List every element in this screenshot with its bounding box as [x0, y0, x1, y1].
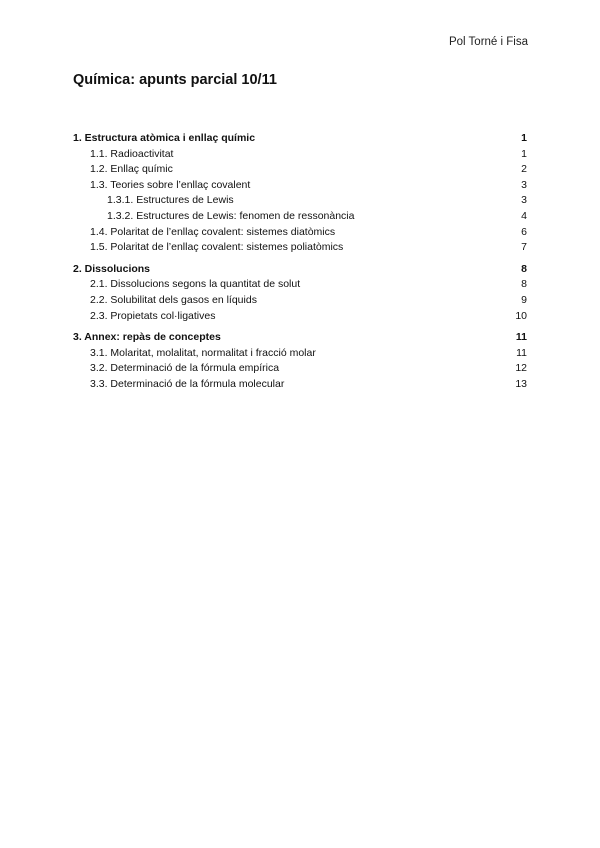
toc-entry-label: 2.1. Dissolucions segons la quantitat de solut: [90, 278, 301, 291]
toc-subentry-page: 4: [521, 209, 527, 222]
toc-entry-page: 1: [521, 147, 527, 160]
toc-section: [73, 131, 527, 256]
toc-entry-row[interactable]: [73, 162, 527, 178]
toc-subentry-page: 3: [521, 194, 527, 207]
toc-entry-page: 10: [515, 309, 527, 322]
toc-entry-label: 3.3. Determinació de la fórmula molecular: [90, 377, 285, 390]
toc-section: [73, 262, 527, 324]
toc-entry-label: 2.3. Propietats col·ligatives: [90, 309, 216, 322]
toc-entry-page: 2: [521, 163, 527, 176]
toc-entry-page: 6: [521, 225, 527, 238]
toc-entry-page: 7: [521, 241, 527, 254]
toc-entry-row[interactable]: [73, 361, 527, 377]
toc-entry-page: 9: [521, 293, 527, 306]
toc-subentry-row[interactable]: [73, 193, 527, 209]
toc-entry-label: 3.2. Determinació de la fórmula empírica: [90, 362, 280, 375]
toc-entry-row[interactable]: [73, 178, 527, 194]
toc-entry-row[interactable]: [73, 277, 527, 293]
toc-entry-page: 11: [516, 346, 527, 359]
toc-heading-page: 1: [521, 132, 527, 144]
toc-heading-row[interactable]: [73, 330, 527, 346]
toc-entry-page: 12: [515, 362, 527, 375]
toc-heading-label: 3. Annex: repàs de conceptes: [73, 331, 221, 344]
toc-entry-label: 1.4. Polaritat de l’enllaç covalent: sistemes diatòmics: [90, 225, 336, 238]
toc-heading-page: 11: [515, 331, 527, 344]
toc-entry-label: 1.5. Polaritat de l’enllaç covalent: sistemes poliatòmics: [90, 241, 344, 254]
toc-heading-label: 1. Estructura atòmica i enllaç químic: [73, 132, 256, 144]
toc-entry-row[interactable]: [73, 240, 527, 256]
toc-entry-row[interactable]: [73, 293, 527, 309]
toc-section: [73, 330, 527, 392]
toc-heading-page: 8: [521, 262, 527, 275]
table-of-contents: [73, 131, 527, 399]
toc-entry-label: 2.2. Solubilitat dels gasos en líquids: [90, 293, 257, 306]
toc-heading-row[interactable]: [73, 131, 527, 147]
toc-entry-label: 1.1. Radioactivitat: [90, 147, 174, 160]
toc-heading-row[interactable]: [73, 262, 527, 278]
toc-entry-label: 3.1. Molaritat, molalitat, normalitat i fracció molar: [90, 346, 316, 359]
toc-entry-label: 1.2. Enllaç químic: [90, 163, 173, 176]
toc-entry-row[interactable]: [73, 147, 527, 163]
toc-entry-label: 1.3. Teories sobre l’enllaç covalent: [90, 178, 251, 191]
author-name: Pol Torné i Fisa: [448, 36, 528, 48]
toc-subentry-label: 1.3.1. Estructures de Lewis: [107, 194, 234, 207]
toc-entry-row[interactable]: [73, 346, 527, 362]
toc-entry-page: 13: [515, 377, 527, 390]
document-title: Química: apunts parcial 10/11: [73, 72, 277, 88]
toc-entry-row[interactable]: [73, 225, 527, 241]
toc-heading-label: 2. Dissolucions: [73, 262, 151, 275]
toc-subentry-row[interactable]: [73, 209, 527, 225]
toc-subentry-label: 1.3.2. Estructures de Lewis: fenomen de ressonància: [107, 209, 355, 222]
toc-entry-page: 3: [521, 178, 527, 191]
toc-entry-row[interactable]: [73, 309, 527, 325]
toc-entry-page: 8: [521, 278, 527, 291]
toc-entry-row[interactable]: [73, 377, 527, 393]
